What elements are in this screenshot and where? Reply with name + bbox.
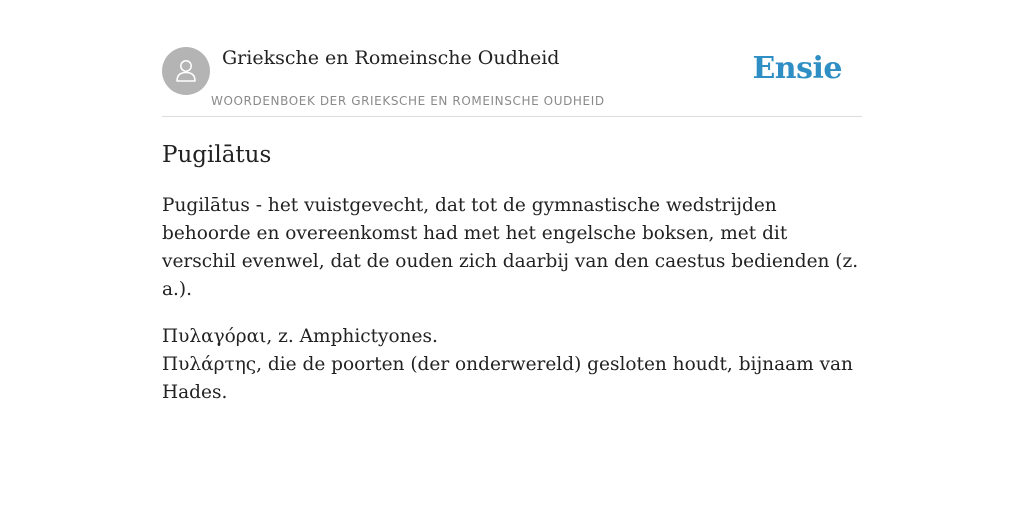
ensie-logo[interactable]: Ensie xyxy=(752,51,842,86)
avatar[interactable] xyxy=(162,47,210,95)
entry-paragraph: Pugilātus - het vuistgevecht, dat tot de gymnastische wedstrijden behoorde en overeenkomst had met het engelsche boksen, met dit verschil evenwel, dat de ouden zich daarbij van den caestus bedienden (z. a.). xyxy=(162,195,859,300)
user-icon xyxy=(172,57,200,85)
entry-paragraph xyxy=(162,323,862,407)
source-header xyxy=(162,0,862,117)
entry-line: Πυλαγόραι, z. Amphictyones. xyxy=(162,326,438,347)
entry-body xyxy=(162,192,862,407)
source-subtitle: WOORDENBOEK DER GRIEKSCHE EN ROMEINSCHE OUDHEID xyxy=(211,94,605,108)
page-content xyxy=(162,0,862,403)
source-title[interactable]: Grieksche en Romeinsche Oudheid xyxy=(222,47,560,69)
entry-line: Πυλάρτης, die de poorten (der onderwereld) gesloten houdt, bijnaam van Hades. xyxy=(162,354,853,403)
entry-title: Pugilātus xyxy=(162,142,272,168)
